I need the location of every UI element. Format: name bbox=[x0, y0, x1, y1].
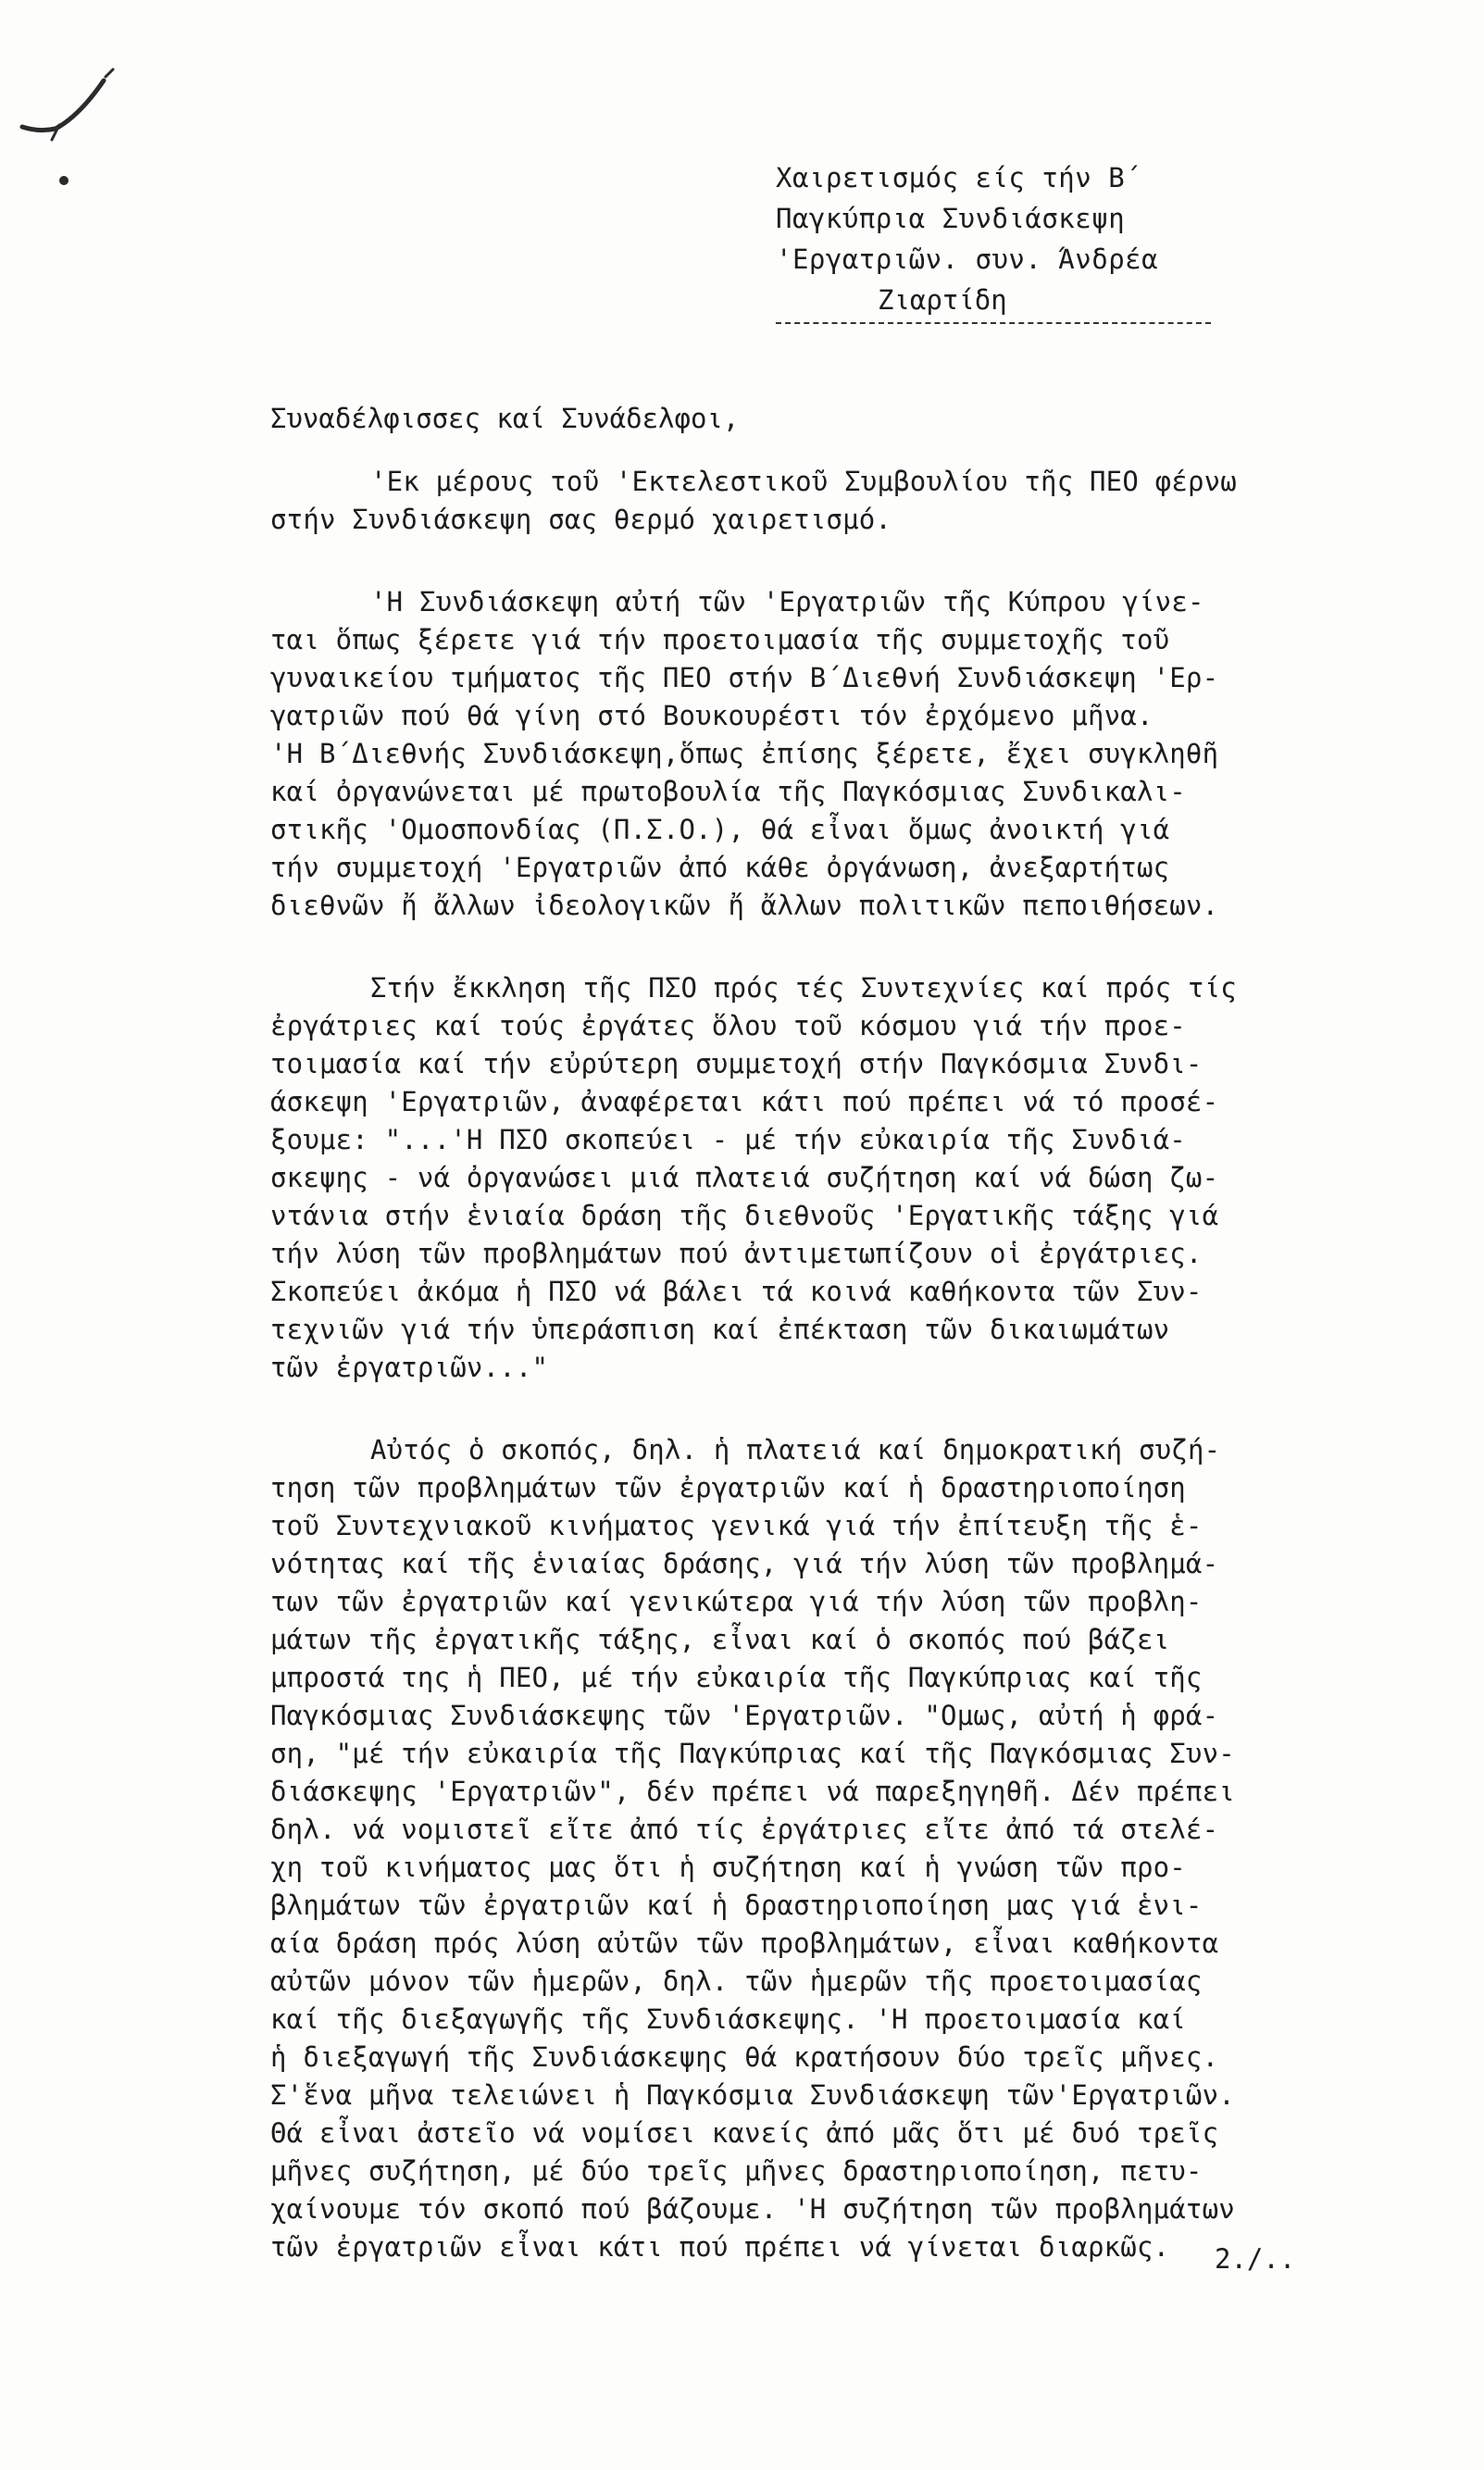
text-line: τεχνιῶν γιά τήν ὑπεράσπιση καί ἐπέκταση τῶν δικαιωμάτων bbox=[270, 1314, 1170, 1345]
text-line: χαίνουμε τόν σκοπό πού βάζουμε. 'Η συζήτηση τῶν προβλημάτων bbox=[270, 2193, 1235, 2225]
text-line: Στήν ἔκκληση τῆς ΠΣΟ πρός τές Συντεχνίες καί πρός τίς bbox=[370, 972, 1237, 1004]
text-line: τῶν ἐργατριῶν εἶναι κάτι πού πρέπει νά γίνεται διαρκῶς. bbox=[270, 2231, 1170, 2263]
text-line: διεθνῶν ἤ ἄλλων ἰδεολογικῶν ἤ ἄλλων πολιτικῶν πεποιθήσεων. bbox=[270, 890, 1219, 921]
ink-dot bbox=[59, 176, 69, 185]
text-line: των τῶν ἐργατριῶν καί γενικώτερα γιά τήν λύση τῶν προβλη- bbox=[270, 1586, 1203, 1617]
page-number: 2./.. bbox=[1215, 2243, 1296, 2275]
text-line: τηση τῶν προβλημάτων τῶν ἐργατριῶν καί ἡ δραστηριοποίηση bbox=[270, 1472, 1186, 1503]
paragraph bbox=[270, 969, 1381, 1387]
text-line: Σκοπεύει ἀκόμα ἡ ΠΣΟ νά βάλει τά κοινά καθήκοντα τῶν Συν- bbox=[270, 1276, 1203, 1307]
paragraph bbox=[270, 1431, 1381, 2266]
text-line: νότητας καί τῆς ἑνιαίας δράσης, γιά τήν λύση τῶν προβλημά- bbox=[270, 1548, 1219, 1579]
header-line: 'Εργατριῶν. συν. Άνδρέα bbox=[776, 243, 1159, 275]
text-line: 'Η Συνδιάσκεψη αὐτή τῶν 'Εργατριῶν τῆς Κύπρου γίνε- bbox=[370, 586, 1204, 618]
letter-body bbox=[270, 463, 1381, 2311]
paragraph bbox=[270, 583, 1381, 925]
author-name: Ζιαρτίδη bbox=[878, 284, 1007, 316]
text-line: διάσκεψης 'Εργατριῶν", δέν πρέπει νά παρεξηγηθῆ. Δέν πρέπει bbox=[270, 1776, 1235, 1807]
text-line: Παγκόσμιας Συνδιάσκεψης τῶν 'Εργατριῶν. "Ομως, αὐτή ἡ φρά- bbox=[270, 1700, 1219, 1731]
text-line: αὐτῶν μόνον τῶν ἡμερῶν, δηλ. τῶν ἡμερῶν τῆς προετοιμασίας bbox=[270, 1965, 1203, 1997]
text-line: ἐργάτριες καί τούς ἐργάτες ὅλου τοῦ κόσμου γιά τήν προε- bbox=[270, 1010, 1186, 1042]
text-line: μῆνες συζήτηση, μέ δύο τρεῖς μῆνες δραστηριοποίηση, πετυ- bbox=[270, 2155, 1203, 2187]
salutation: Συναδέλφισσες καί Συνάδελφοι, bbox=[270, 403, 740, 434]
text-line: καί τῆς διεξαγωγῆς τῆς Συνδιάσκεψης. 'Η προετοιμασία καί bbox=[270, 2003, 1186, 2035]
header-underline bbox=[776, 322, 1211, 324]
text-line: τήν συμμετοχή 'Εργατριῶν ἀπό κάθε ὀργάνωση, ἀνεξαρτήτως bbox=[270, 852, 1170, 883]
header-line: Παγκύπρια Συνδιάσκεψη bbox=[776, 203, 1126, 234]
text-line: μάτων τῆς ἐργατικῆς τάξης, εἶναι καί ὁ σκοπός πού βάζει bbox=[270, 1624, 1170, 1655]
text-line: 'Η Β΄Διεθνής Συνδιάσκεψη,ὅπως ἐπίσης ξέρετε, ἔχει συγκληθῆ bbox=[270, 738, 1219, 769]
text-line: γατριῶν πού θά γίνη στό Βουκουρέστι τόν ἐρχόμενο μῆνα. bbox=[270, 700, 1154, 731]
text-line: ἡ διεξαγωγή τῆς Συνδιάσκεψης θά κρατήσουν δύο τρεῖς μῆνες. bbox=[270, 2041, 1219, 2073]
text-line: ται ὅπως ξέρετε γιά τήν προετοιμασία τῆς συμμετοχῆς τοῦ bbox=[270, 624, 1170, 655]
text-line: Αὐτός ὁ σκοπός, δηλ. ἡ πλατειά καί δημοκρατική συζή- bbox=[370, 1434, 1221, 1466]
text-line: στήν Συνδιάσκεψη σας θερμό χαιρετισμό. bbox=[270, 504, 892, 535]
text-line: άσκεψη 'Εργατριῶν, ἀναφέρεται κάτι πού πρέπει νά τό προσέ- bbox=[270, 1086, 1219, 1117]
text-line: γυναικείου τμήματος τῆς ΠΕΟ στήν Β΄Διεθνή Συνδιάσκεψη 'Ερ- bbox=[270, 662, 1219, 693]
text-line: τήν λύση τῶν προβλημάτων πού ἀντιμετωπίζουν οἱ ἐργάτριες. bbox=[270, 1238, 1203, 1269]
greeting-header bbox=[776, 157, 1257, 324]
text-line: ξουμε: "...'Η ΠΣΟ σκοπεύει - μέ τήν εὐκαιρία τῆς Συνδιά- bbox=[270, 1124, 1186, 1155]
text-line: Θά εἶναι ἀστεῖο νά νομίσει κανείς ἀπό μᾶς ὅτι μέ δυό τρεῖς bbox=[270, 2117, 1219, 2149]
text-line: ση, "μέ τήν εὐκαιρία τῆς Παγκύπριας καί τῆς Παγκόσμιας Συν- bbox=[270, 1738, 1235, 1769]
pen-stroke-mark bbox=[19, 60, 120, 153]
text-line: τῶν ἐργατριῶν..." bbox=[270, 1352, 549, 1383]
paragraph bbox=[270, 463, 1381, 539]
text-line: μπροστά της ἡ ΠΕΟ, μέ τήν εὐκαιρία τῆς Παγκύπριας καί τῆς bbox=[270, 1662, 1203, 1693]
text-line: 'Εκ μέρους τοῦ 'Εκτελεστικοῦ Συμβουλίου τῆς ΠΕΟ φέρνω bbox=[370, 466, 1237, 497]
text-line: δηλ. νά νομιστεῖ εἴτε ἀπό τίς ἐργάτριες εἴτε ἀπό τά στελέ- bbox=[270, 1814, 1219, 1845]
text-line: χη τοῦ κινήματος μας ὅτι ἡ συζήτηση καί ἡ γνώση τῶν προ- bbox=[270, 1852, 1186, 1883]
header-line: Χαιρετισμός είς τήν Β΄ bbox=[776, 162, 1142, 193]
text-line: βλημάτων τῶν ἐργατριῶν καί ἡ δραστηριοποίηση μας γιά ἑνι- bbox=[270, 1890, 1203, 1921]
text-line: σκεψης - νά ὀργανώσει μιά πλατειά συζήτηση καί νά δώση ζω- bbox=[270, 1162, 1219, 1193]
text-line: τοῦ Συντεχνιακοῦ κινήματος γενικά γιά τήν ἐπίτευξη τῆς ἑ- bbox=[270, 1510, 1203, 1541]
text-line: αία δράση πρός λύση αὐτῶν τῶν προβλημάτων, εἶναι καθήκοντα bbox=[270, 1927, 1219, 1959]
text-line: τοιμασία καί τήν εὐρύτερη συμμετοχή στήν Παγκόσμια Συνδι- bbox=[270, 1048, 1203, 1079]
text-line: ντάνια στήν ἑνιαία δράση τῆς διεθνοῦς 'Εργατικῆς τάξης γιά bbox=[270, 1200, 1219, 1231]
text-line: στικῆς 'Ομοσπονδίας (Π.Σ.Ο.), θά εἶναι ὅμως ἀνοικτή γιά bbox=[270, 814, 1170, 845]
text-line: καί ὀργανώνεται μέ πρωτοβουλία τῆς Παγκόσμιας Συνδικαλι- bbox=[270, 776, 1186, 807]
text-line: Σ'ἕνα μῆνα τελειώνει ἡ Παγκόσμια Συνδιάσκεψη τῶν'Εργατριῶν. bbox=[270, 2079, 1235, 2111]
